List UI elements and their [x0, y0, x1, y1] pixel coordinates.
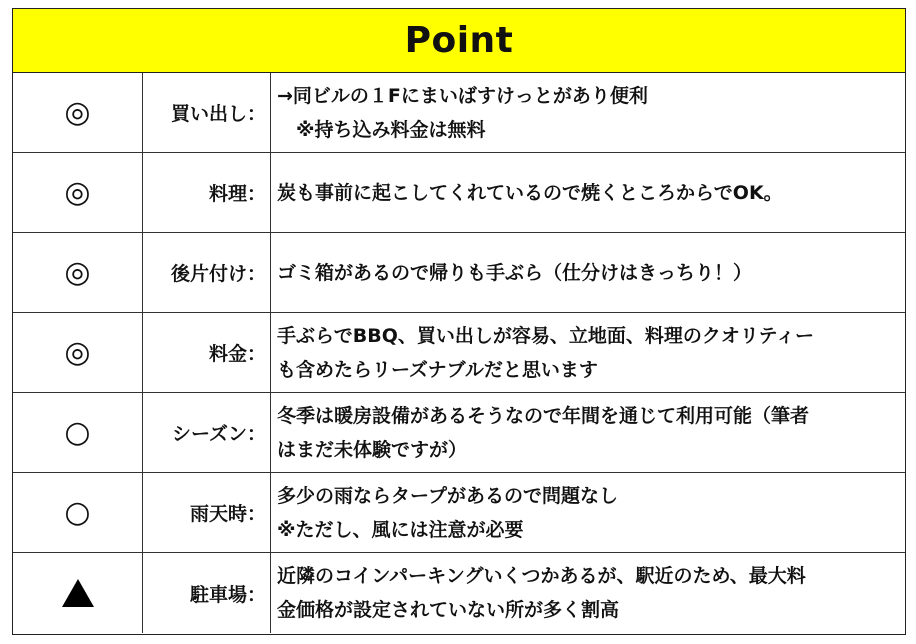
description-line: →同ビルの１Fにまいばすけっとがあり便利 [277, 84, 648, 107]
description-line: ※ただし、風には注意が必要 [277, 518, 524, 541]
table-title: Point [404, 20, 514, 61]
row-label: 駐車場： [143, 553, 271, 633]
rating-mark [13, 553, 143, 633]
table-row [13, 553, 905, 633]
rating-mark [13, 313, 143, 392]
description-line: 金価格が設定されていない所が多く割高 [277, 599, 620, 621]
description-line: 手ぶらでBBQ、買い出しが容易、立地面、料理のクオリティー [277, 324, 815, 347]
row-description [271, 233, 905, 312]
point-table [12, 8, 906, 635]
rating-mark [13, 473, 143, 552]
row-label: シーズン： [143, 393, 271, 472]
row-description [271, 73, 905, 152]
description-line: も含めたらリーズナブルだと思います [277, 358, 598, 381]
rating-mark [13, 73, 143, 152]
double-circle-icon: ◎ [64, 255, 91, 290]
row-label: 買い出し： [143, 73, 271, 152]
circle-icon: ○ [64, 415, 91, 450]
description-line: はまだ未体験ですが） [277, 438, 468, 461]
description-line: ゴミ箱があるので帰りも手ぶら（仕分けはきっちり！） [277, 261, 753, 284]
description-line: 炭も事前に起こしてくれているので焼くところからでOK。 [277, 181, 783, 204]
table-row [13, 473, 905, 553]
row-label: 料金： [143, 313, 271, 392]
title-bar [13, 9, 905, 73]
table-row [13, 73, 905, 153]
circle-icon: ○ [64, 495, 91, 530]
description-line: ※持ち込み料金は無料 [277, 118, 486, 141]
rating-mark [13, 233, 143, 312]
row-label: 後片付け： [143, 233, 271, 312]
row-description [271, 393, 905, 472]
description-line: 多少の雨ならタープがあるので問題なし [277, 484, 619, 507]
description-line: 冬季は暖房設備があるそうなので年間を通じて利用可能（筆者 [277, 404, 810, 427]
row-description [271, 313, 905, 392]
double-circle-icon: ◎ [64, 335, 91, 370]
table-row [13, 313, 905, 393]
row-description [271, 473, 905, 552]
table-row [13, 393, 905, 473]
row-description [271, 153, 905, 232]
double-circle-icon: ◎ [64, 175, 91, 210]
row-description [271, 553, 905, 633]
triangle-icon [62, 579, 94, 607]
table-body [13, 73, 905, 633]
row-label: 料理： [143, 153, 271, 232]
rating-mark [13, 153, 143, 232]
row-label: 雨天時： [143, 473, 271, 552]
rating-mark [13, 393, 143, 472]
description-line: 近隣のコインパーキングいくつかあるが、駅近のため、最大料 [277, 565, 806, 587]
table-row [13, 233, 905, 313]
double-circle-icon: ◎ [64, 95, 91, 130]
table-row [13, 153, 905, 233]
